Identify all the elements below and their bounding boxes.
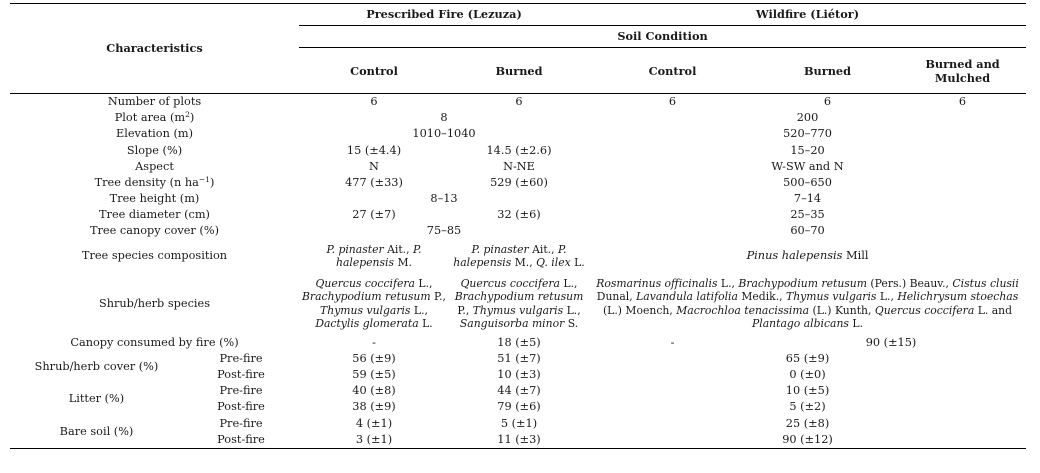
table-row bbox=[10, 159, 1026, 175]
soil-characteristics-table bbox=[10, 3, 1026, 449]
cell: N-NE bbox=[503, 159, 535, 173]
cell: 4 (±1) bbox=[355, 416, 393, 430]
cell: 25–35 bbox=[790, 208, 825, 222]
table-row bbox=[10, 110, 1026, 126]
cell: 90 (±15) bbox=[865, 335, 917, 349]
cell: 25 (±8) bbox=[785, 416, 830, 430]
cell: - bbox=[670, 335, 675, 349]
row-sublabel: Pre-fire bbox=[219, 351, 263, 365]
row-label: Plot area $(m^2)$ bbox=[114, 110, 195, 125]
row-label: Tree height (m) bbox=[109, 192, 200, 206]
cell: 65 (±9) bbox=[785, 351, 830, 365]
header-wf-burned: Burned bbox=[756, 48, 899, 94]
table-row bbox=[10, 207, 1026, 223]
cell: 7–14 bbox=[793, 192, 822, 206]
table-row bbox=[10, 143, 1026, 159]
row-label: Shrub/herb species bbox=[98, 296, 211, 310]
header-wildfire: Wildfire (Liétor) bbox=[589, 4, 1026, 26]
table-row bbox=[10, 224, 1026, 240]
row-label: Tree diameter (cm) bbox=[99, 208, 210, 222]
header-prescribed-fire: Prescribed Fire (Lezuza) bbox=[299, 4, 589, 26]
cell: 5 (±1) bbox=[500, 416, 538, 430]
row-sublabel: Post-fire bbox=[217, 368, 265, 382]
row-label: Litter (%) bbox=[68, 392, 125, 406]
cell: 15 (±4.4) bbox=[346, 143, 402, 157]
cell: 11 (±3) bbox=[497, 432, 541, 446]
header-pf-burned: Burned bbox=[449, 48, 589, 94]
cell: 59 (±5) bbox=[352, 368, 396, 382]
table-row bbox=[10, 351, 1026, 367]
cell: 40 (±8) bbox=[352, 384, 396, 398]
row-label: Tree density (n $ha^{-1}$) bbox=[94, 174, 215, 189]
cell: Rosmarinus officinalis L., Brachypodium retusum (Pers.) Beauv., Cistus clusii Dunal, Lavandula latifolia Medik., Thymus vulgaris L., Helichrysum stoechas (L.) Moench, Macrochloa tenacissima (L.) Kunth, Quercus coccifera L. and Plantago albicans L. bbox=[596, 276, 1019, 331]
row-label: Shrub/herb cover (%) bbox=[34, 359, 159, 373]
table-row bbox=[10, 416, 1026, 432]
cell: 6 bbox=[823, 94, 832, 108]
cell: 90 (±12) bbox=[782, 432, 833, 446]
row-label: Tree canopy cover (%) bbox=[90, 224, 219, 238]
row-label: Canopy consumed by fire (%) bbox=[70, 335, 239, 349]
cell: 529 (±60) bbox=[490, 175, 548, 189]
cell: 79 (±6) bbox=[497, 400, 541, 414]
row-label: Elevation (m) bbox=[115, 127, 193, 141]
table-row bbox=[10, 273, 1026, 335]
header-wf-burned-mulched: Burned and Mulched bbox=[899, 48, 1026, 94]
table-row bbox=[10, 94, 1026, 111]
row-label: Number of plots bbox=[107, 94, 202, 108]
cell: 477 (±33) bbox=[345, 175, 403, 189]
cell: P. pinaster Ait., P. halepensis M. bbox=[326, 242, 422, 270]
table-row bbox=[10, 126, 1026, 142]
header-pf-control: Control bbox=[299, 48, 449, 94]
cell: P. pinaster Ait., P. halepensis M., Q. ilex L. bbox=[453, 242, 585, 270]
row-label: Aspect bbox=[135, 159, 174, 173]
table-row bbox=[10, 175, 1026, 191]
header-wf-control: Control bbox=[589, 48, 756, 94]
row-label: Bare soil (%) bbox=[10, 416, 183, 449]
cell: 6 bbox=[958, 94, 967, 108]
cell: 38 (±9) bbox=[352, 400, 396, 414]
table-row bbox=[10, 383, 1026, 399]
row-label: Slope (%) bbox=[126, 143, 183, 157]
cell: Pinus halepensis Mill bbox=[746, 249, 869, 263]
cell: 32 (±6) bbox=[497, 208, 541, 222]
cell: 3 (±1) bbox=[355, 432, 393, 446]
cell: 520–770 bbox=[783, 127, 832, 141]
cell: 6 bbox=[668, 94, 677, 108]
cell: 10 (±5) bbox=[785, 384, 830, 398]
cell: 6 bbox=[370, 94, 378, 108]
row-sublabel: Pre-fire bbox=[219, 416, 263, 430]
row-sublabel: Pre-fire bbox=[219, 384, 263, 398]
cell: 8–13 bbox=[430, 192, 458, 206]
header-soil-condition: Soil Condition bbox=[299, 26, 1026, 48]
cell: 10 (±3) bbox=[497, 368, 541, 382]
cell: 200 bbox=[796, 111, 819, 125]
row-sublabel: Post-fire bbox=[217, 400, 265, 414]
header-characteristics: Characteristics bbox=[10, 4, 299, 94]
cell: 500–650 bbox=[783, 175, 832, 189]
cell: Quercus coccifera L., Brachypodium retusum P., Thymus vulgaris L., Dactylis glomerata L. bbox=[302, 276, 446, 331]
cell: 5 (±2) bbox=[789, 400, 826, 414]
cell: 8 bbox=[440, 111, 448, 125]
cell: 18 (±5) bbox=[497, 335, 541, 349]
cell: Quercus coccifera L., Brachypodium retusum P., Thymus vulgaris L., Sanguisorba minor S. bbox=[454, 276, 584, 331]
cell: - bbox=[372, 335, 376, 349]
row-label: Tree species composition bbox=[81, 249, 228, 263]
row-sublabel: Post-fire bbox=[217, 432, 265, 446]
cell: N bbox=[369, 159, 379, 173]
cell: 60–70 bbox=[790, 224, 825, 238]
cell: 6 bbox=[515, 94, 523, 108]
cell: W-SW and N bbox=[771, 159, 844, 173]
cell: 0 (±0) bbox=[789, 368, 826, 382]
cell: 56 (±9) bbox=[352, 351, 396, 365]
cell: 27 (±7) bbox=[352, 208, 396, 222]
cell: 15–20 bbox=[790, 143, 825, 157]
cell: 44 (±7) bbox=[497, 384, 541, 398]
cell: 1010–1040 bbox=[412, 127, 476, 141]
table-row bbox=[10, 191, 1026, 207]
table-row bbox=[10, 240, 1026, 273]
table-row bbox=[10, 335, 1026, 351]
cell: 14.5 (±2.6) bbox=[486, 143, 552, 157]
cell: 75–85 bbox=[426, 224, 462, 238]
cell: 51 (±7) bbox=[497, 351, 541, 365]
